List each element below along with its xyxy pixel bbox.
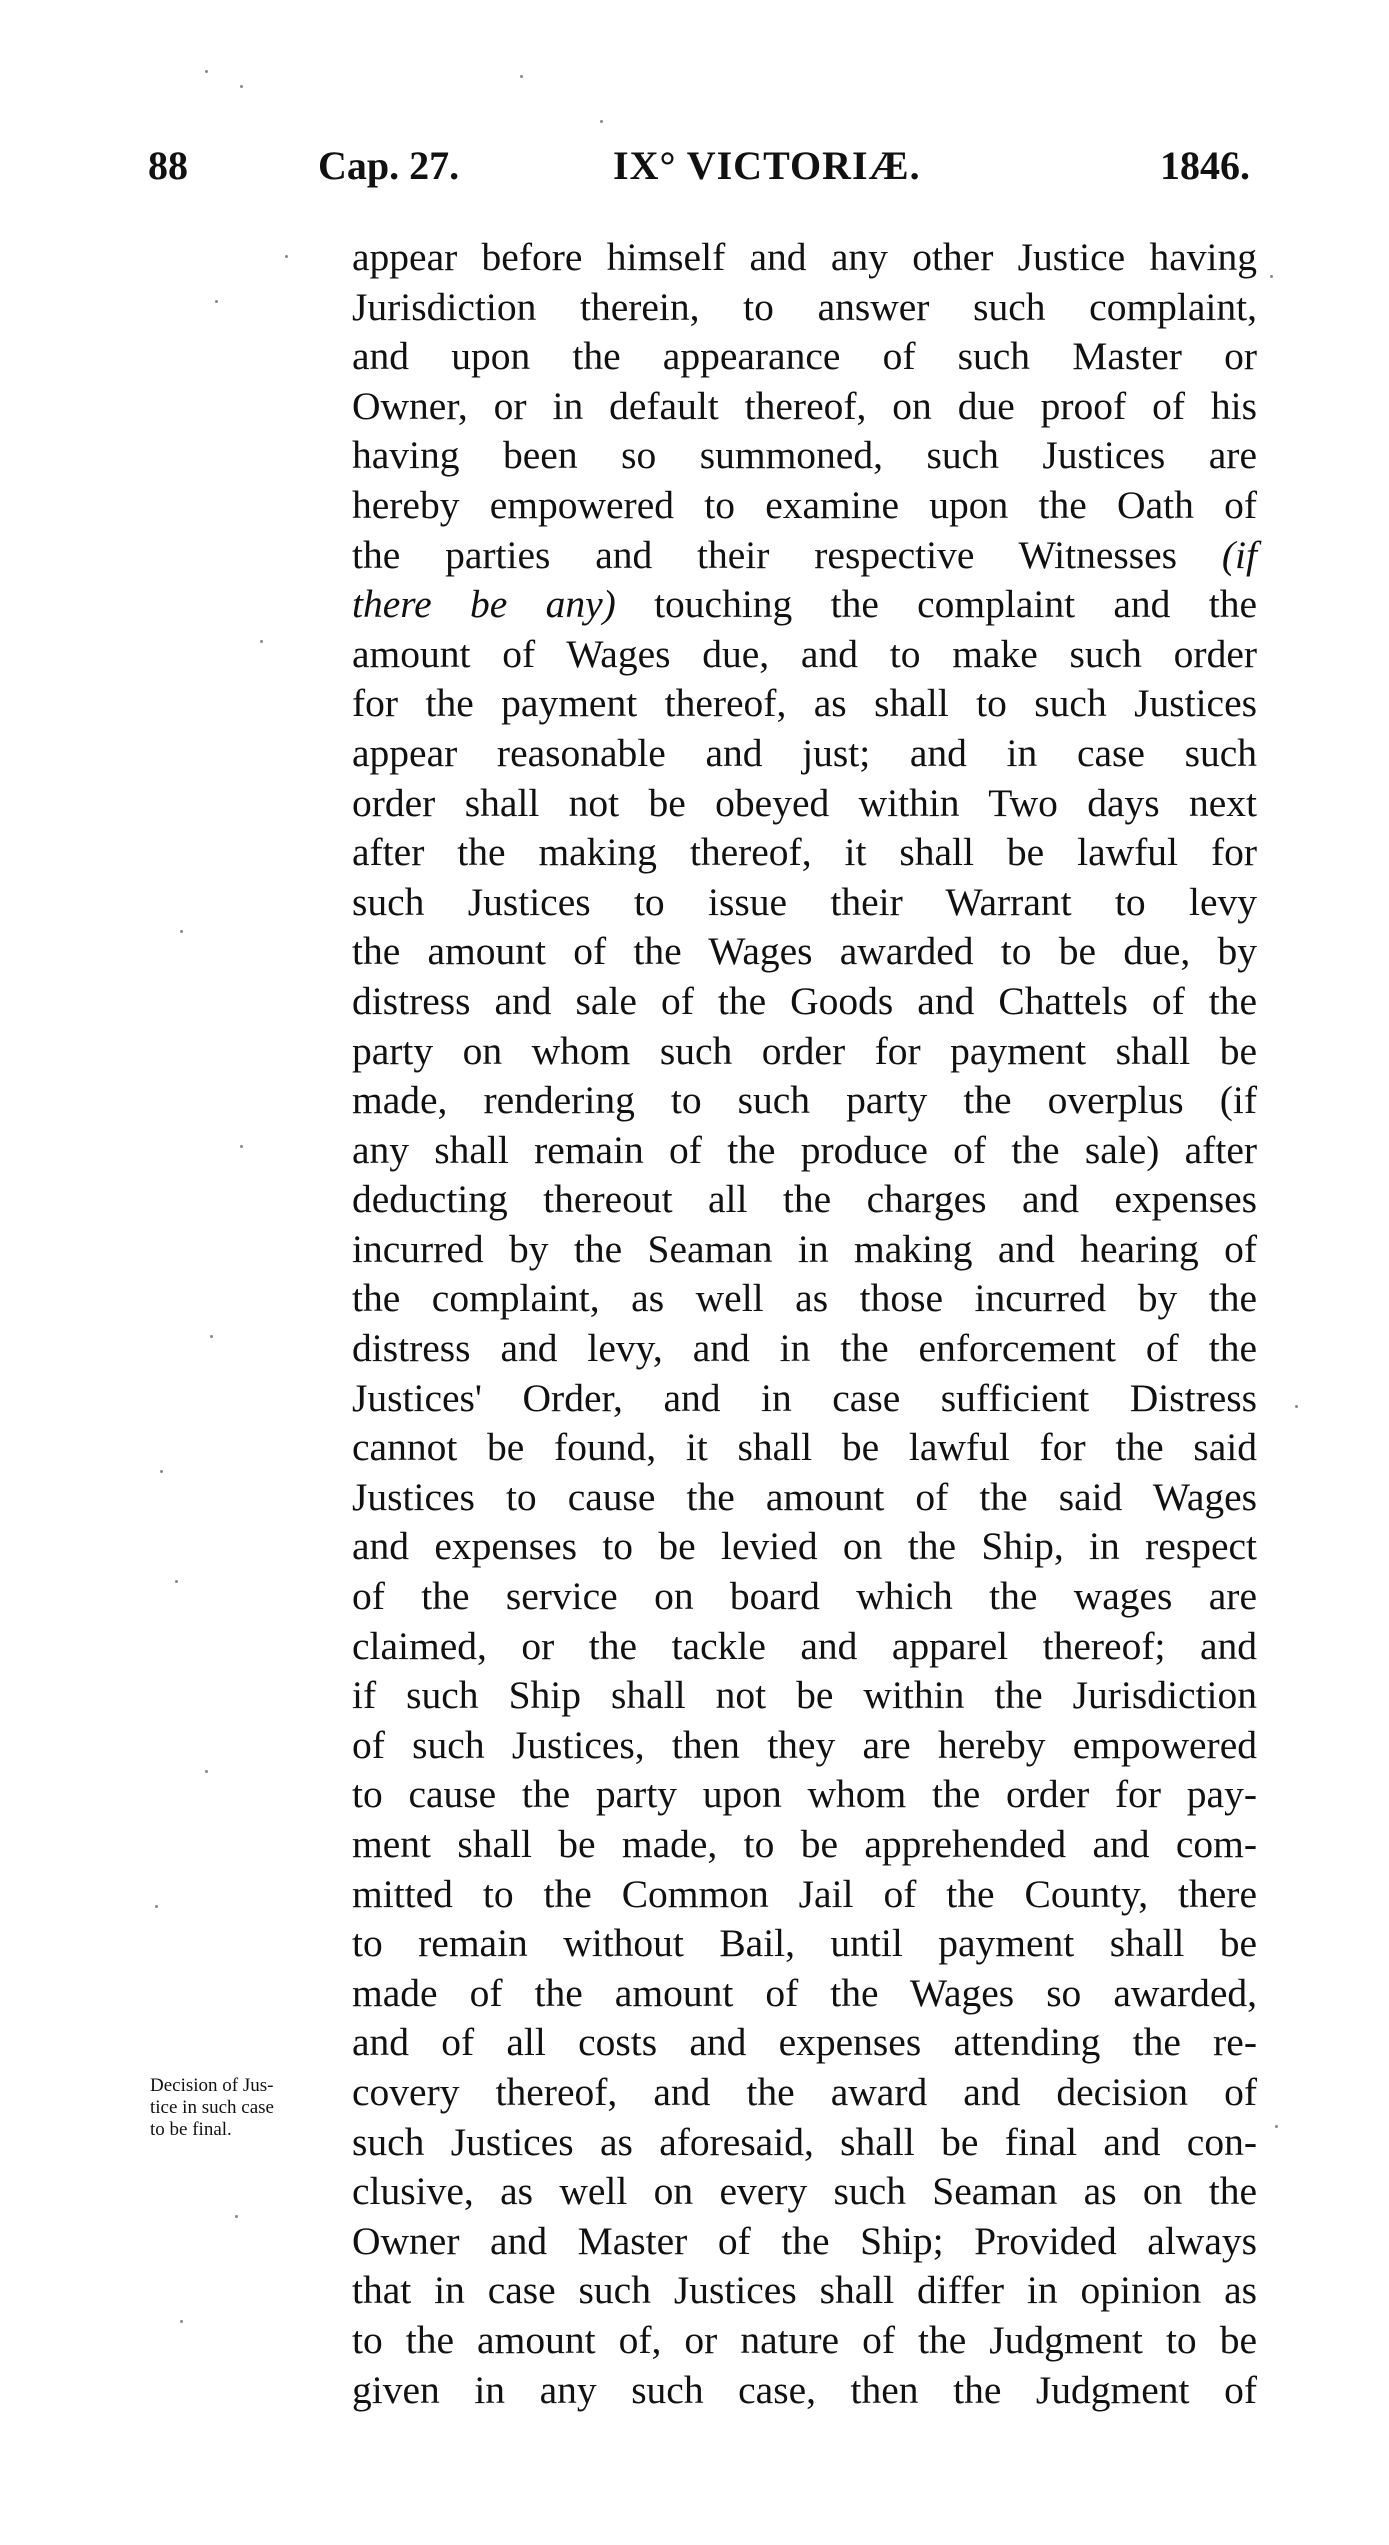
text-line: such Justices as aforesaid, shall be final and con-: [352, 2119, 1257, 2164]
text-line: claimed, or the tackle and apparel thereof; and: [352, 1623, 1257, 1668]
text-line: Jurisdiction therein, to answer such complaint,: [352, 284, 1257, 329]
text-line: ment shall be made, to be apprehended and com-: [352, 1822, 1257, 1866]
text-line: clusive, as well on every such Seaman as on the: [352, 2169, 1257, 2214]
text-line-with-italic: [352, 531, 1257, 581]
text-line: made of the amount of the Wages so awarded,: [352, 1970, 1257, 2015]
text-line: to remain without Bail, until payment shall be: [352, 1921, 1257, 1966]
text-line: Justices to cause the amount of the said Wages: [352, 1474, 1257, 1519]
text-line: deducting thereout all the charges and expenses: [352, 1177, 1257, 1222]
text-line-with-italic: [352, 580, 1257, 630]
text-line: made, rendering to such party the overplus (if: [352, 1078, 1257, 1123]
body-text: [352, 233, 1257, 2415]
text-line: to cause the party upon whom the order for pay-: [352, 1772, 1257, 1817]
text-line: cannot be found, it shall be lawful for the said: [352, 1425, 1257, 1470]
margin-note: [150, 2075, 340, 2141]
margin-note-line: tice in such case: [150, 2097, 274, 2118]
text-line: any shall remain of the produce of the sale) after: [352, 1127, 1257, 1172]
text-line: for the payment thereof, as shall to such Justices: [352, 681, 1257, 726]
text-line: and of all costs and expenses attending the re-: [352, 2020, 1257, 2065]
text-line: distress and levy, and in the enforcement of the: [352, 1326, 1257, 1371]
italic-fragment: (if: [1221, 532, 1257, 577]
chapter-label: Cap. 27.: [318, 143, 460, 188]
text-line: given in any such case, then the Judgment of: [352, 2367, 1257, 2412]
text-fragment: the parties and their respective Witnesses: [352, 532, 1178, 577]
text-line: hereby empowered to examine upon the Oath of: [352, 482, 1257, 527]
text-line: and upon the appearance of such Master or: [352, 334, 1257, 379]
text-line: Owner and Master of the Ship; Provided always: [352, 2218, 1257, 2263]
year-label: 1846.: [1160, 143, 1250, 188]
text-fragment: touching the complaint and the: [615, 582, 1257, 627]
text-line: appear before himself and any other Justice having: [352, 235, 1257, 279]
text-line: covery thereof, and the award and decision of: [352, 2069, 1257, 2114]
text-line: incurred by the Seaman in making and hearing of: [352, 1226, 1257, 1271]
text-line: if such Ship shall not be within the Jurisdiction: [352, 1673, 1257, 1718]
text-line: Justices' Order, and in case sufficient Distress: [352, 1375, 1257, 1420]
text-line: after the making thereof, it shall be lawful for: [352, 830, 1257, 875]
text-line: party on whom such order for payment shall be: [352, 1028, 1257, 1073]
text-line: that in case such Justices shall differ in opinion as: [352, 2268, 1257, 2313]
text-line: the complaint, as well as those incurred by the: [352, 1276, 1257, 1321]
text-line: mitted to the Common Jail of the County, there: [352, 1871, 1257, 1916]
running-title: IX° VICTORIÆ.: [613, 143, 921, 188]
text-line: and expenses to be levied on the Ship, in respect: [352, 1524, 1257, 1569]
running-header: [138, 140, 1250, 202]
text-line: to the amount of, or nature of the Judgment to be: [352, 2317, 1257, 2362]
text-line: of such Justices, then they are hereby empowered: [352, 1722, 1257, 1767]
margin-note-line: Decision of Jus-: [150, 2075, 274, 2096]
text-line: appear reasonable and just; and in case such: [352, 730, 1257, 775]
text-line: the amount of the Wages awarded to be due, by: [352, 929, 1257, 974]
text-line: Owner, or in default thereof, on due proof of his: [352, 383, 1257, 428]
italic-fragment: there be any): [352, 582, 616, 627]
text-line: such Justices to issue their Warrant to levy: [352, 879, 1257, 924]
text-line: having been so summoned, such Justices are: [352, 433, 1257, 478]
text-line: distress and sale of the Goods and Chattels of the: [352, 978, 1257, 1023]
page-number: 88: [148, 143, 188, 188]
text-line: amount of Wages due, and to make such order: [352, 631, 1257, 676]
text-line: of the service on board which the wages are: [352, 1574, 1257, 1619]
text-line: order shall not be obeyed within Two days next: [352, 780, 1257, 825]
margin-note-line: to be final.: [150, 2119, 232, 2140]
